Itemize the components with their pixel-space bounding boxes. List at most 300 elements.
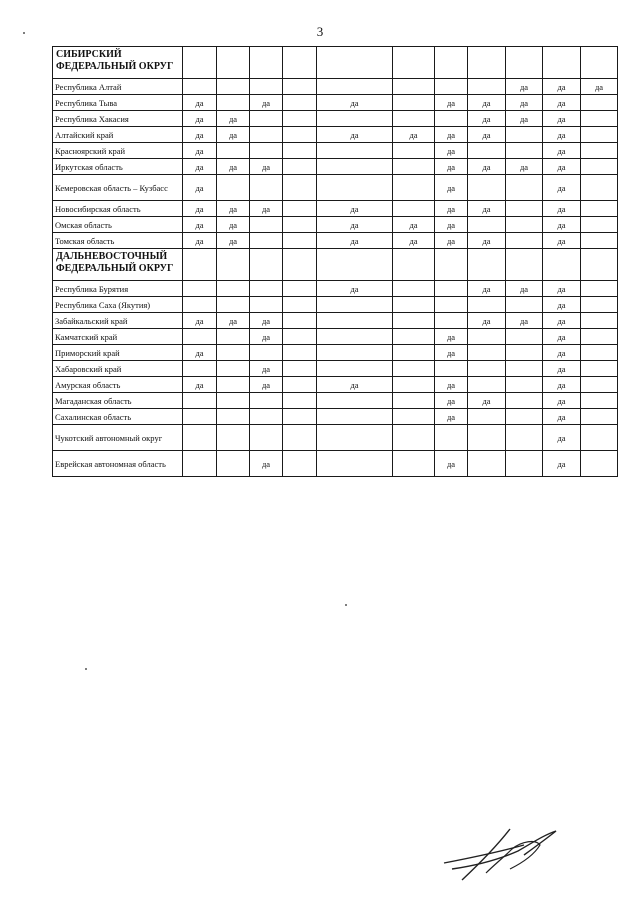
table-row	[53, 361, 618, 377]
mark-cell: да	[543, 409, 581, 425]
mark-cell	[183, 297, 217, 313]
mark-cell: да	[468, 95, 506, 111]
mark-cell	[581, 377, 618, 393]
mark-cell: да	[435, 127, 468, 143]
mark-cell	[506, 233, 543, 249]
table-row	[53, 313, 618, 329]
empty-cell	[393, 249, 435, 281]
empty-cell	[468, 249, 506, 281]
mark-cell	[217, 329, 250, 345]
mark-cell	[317, 143, 393, 159]
mark-cell: да	[506, 281, 543, 297]
mark-cell: да	[435, 329, 468, 345]
mark-cell	[250, 111, 283, 127]
mark-cell	[393, 143, 435, 159]
mark-cell: да	[506, 159, 543, 175]
mark-cell: да	[543, 159, 581, 175]
mark-cell	[250, 127, 283, 143]
mark-cell: да	[543, 143, 581, 159]
table-row	[53, 329, 618, 345]
mark-cell: да	[183, 175, 217, 201]
mark-cell: да	[317, 217, 393, 233]
mark-cell	[393, 345, 435, 361]
mark-cell	[393, 79, 435, 95]
mark-cell: да	[435, 345, 468, 361]
mark-cell	[393, 393, 435, 409]
mark-cell: да	[543, 79, 581, 95]
mark-cell	[250, 79, 283, 95]
mark-cell	[506, 217, 543, 233]
region-name: Омская область	[53, 217, 183, 233]
mark-cell	[393, 451, 435, 477]
mark-cell	[283, 393, 317, 409]
mark-cell	[581, 111, 618, 127]
mark-cell	[283, 201, 317, 217]
empty-cell	[435, 249, 468, 281]
region-name: Иркутская область	[53, 159, 183, 175]
empty-cell	[543, 249, 581, 281]
table-row	[53, 79, 618, 95]
mark-cell: да	[468, 281, 506, 297]
table-row	[53, 159, 618, 175]
mark-cell: да	[183, 111, 217, 127]
mark-cell	[581, 175, 618, 201]
mark-cell	[581, 217, 618, 233]
mark-cell	[468, 377, 506, 393]
table-row	[53, 281, 618, 297]
mark-cell	[283, 127, 317, 143]
mark-cell: да	[317, 201, 393, 217]
region-name: Томская область	[53, 233, 183, 249]
empty-cell	[468, 47, 506, 79]
mark-cell: да	[250, 159, 283, 175]
mark-cell	[393, 409, 435, 425]
mark-cell	[283, 217, 317, 233]
mark-cell	[317, 111, 393, 127]
mark-cell: да	[435, 159, 468, 175]
mark-cell	[468, 425, 506, 451]
mark-cell	[468, 143, 506, 159]
mark-cell: да	[468, 393, 506, 409]
mark-cell	[581, 281, 618, 297]
mark-cell	[468, 345, 506, 361]
mark-cell	[506, 451, 543, 477]
mark-cell	[581, 345, 618, 361]
mark-cell	[581, 425, 618, 451]
mark-cell	[183, 329, 217, 345]
table-row	[53, 111, 618, 127]
mark-cell: да	[435, 95, 468, 111]
empty-cell	[250, 47, 283, 79]
mark-cell: да	[435, 393, 468, 409]
mark-cell	[183, 79, 217, 95]
mark-cell	[393, 111, 435, 127]
mark-cell: да	[250, 95, 283, 111]
mark-cell: да	[468, 127, 506, 143]
table-row	[53, 233, 618, 249]
mark-cell: да	[506, 95, 543, 111]
mark-cell	[217, 175, 250, 201]
mark-cell	[250, 281, 283, 297]
mark-cell: да	[435, 217, 468, 233]
mark-cell: да	[543, 451, 581, 477]
mark-cell: да	[468, 201, 506, 217]
mark-cell: да	[468, 159, 506, 175]
mark-cell: да	[435, 409, 468, 425]
mark-cell	[250, 233, 283, 249]
empty-cell	[283, 249, 317, 281]
mark-cell	[317, 313, 393, 329]
mark-cell	[283, 425, 317, 451]
mark-cell	[283, 281, 317, 297]
mark-cell: да	[543, 329, 581, 345]
table-row	[53, 345, 618, 361]
mark-cell	[283, 175, 317, 201]
mark-cell: да	[250, 313, 283, 329]
mark-cell	[283, 95, 317, 111]
mark-cell	[506, 345, 543, 361]
mark-cell	[468, 79, 506, 95]
mark-cell: да	[581, 79, 618, 95]
mark-cell	[283, 345, 317, 361]
mark-cell: да	[217, 159, 250, 175]
mark-cell	[250, 409, 283, 425]
mark-cell	[317, 409, 393, 425]
mark-cell	[283, 313, 317, 329]
empty-cell	[506, 47, 543, 79]
mark-cell: да	[543, 425, 581, 451]
mark-cell: да	[468, 313, 506, 329]
mark-cell: да	[543, 297, 581, 313]
mark-cell	[581, 201, 618, 217]
mark-cell	[283, 297, 317, 313]
mark-cell	[183, 281, 217, 297]
region-name: Красноярский край	[53, 143, 183, 159]
mark-cell: да	[435, 377, 468, 393]
mark-cell: да	[393, 127, 435, 143]
mark-cell	[317, 79, 393, 95]
table-row	[53, 143, 618, 159]
mark-cell: да	[543, 393, 581, 409]
mark-cell: да	[317, 127, 393, 143]
mark-cell: да	[435, 201, 468, 217]
mark-cell	[250, 297, 283, 313]
mark-cell	[183, 393, 217, 409]
regions-table	[52, 46, 618, 477]
mark-cell	[283, 409, 317, 425]
table-row	[53, 409, 618, 425]
mark-cell	[581, 159, 618, 175]
mark-cell	[581, 143, 618, 159]
mark-cell: да	[543, 127, 581, 143]
mark-cell: да	[183, 127, 217, 143]
mark-cell: да	[506, 313, 543, 329]
mark-cell	[317, 361, 393, 377]
mark-cell	[183, 451, 217, 477]
section-title: СИБИРСКИЙ ФЕДЕРАЛЬНЫЙ ОКРУГ	[53, 47, 183, 79]
mark-cell	[468, 361, 506, 377]
empty-cell	[393, 47, 435, 79]
section-header-row	[53, 249, 618, 281]
mark-cell	[435, 313, 468, 329]
mark-cell: да	[217, 217, 250, 233]
empty-cell	[217, 47, 250, 79]
region-name: Алтайский край	[53, 127, 183, 143]
empty-cell	[581, 249, 618, 281]
mark-cell	[581, 95, 618, 111]
region-name: Амурская область	[53, 377, 183, 393]
mark-cell: да	[468, 233, 506, 249]
mark-cell	[183, 425, 217, 451]
mark-cell: да	[250, 451, 283, 477]
mark-cell	[317, 297, 393, 313]
mark-cell	[435, 79, 468, 95]
mark-cell: да	[317, 281, 393, 297]
mark-cell: да	[183, 217, 217, 233]
scan-speck	[23, 32, 25, 34]
table-row	[53, 127, 618, 143]
mark-cell	[217, 345, 250, 361]
table-row	[53, 95, 618, 111]
mark-cell: да	[543, 111, 581, 127]
mark-cell	[393, 297, 435, 313]
table-row	[53, 201, 618, 217]
mark-cell	[581, 361, 618, 377]
mark-cell: да	[183, 201, 217, 217]
region-name: Республика Хакасия	[53, 111, 183, 127]
mark-cell	[581, 297, 618, 313]
mark-cell: да	[183, 377, 217, 393]
table-row	[53, 425, 618, 451]
region-name: Приморский край	[53, 345, 183, 361]
mark-cell: да	[543, 313, 581, 329]
mark-cell	[283, 159, 317, 175]
empty-cell	[283, 47, 317, 79]
mark-cell: да	[543, 281, 581, 297]
mark-cell	[393, 159, 435, 175]
mark-cell	[581, 329, 618, 345]
mark-cell	[506, 425, 543, 451]
mark-cell	[393, 377, 435, 393]
mark-cell	[468, 329, 506, 345]
table-row	[53, 451, 618, 477]
region-name: Новосибирская область	[53, 201, 183, 217]
mark-cell: да	[183, 233, 217, 249]
mark-cell	[468, 217, 506, 233]
mark-cell	[283, 111, 317, 127]
empty-cell	[506, 249, 543, 281]
mark-cell	[506, 127, 543, 143]
mark-cell	[506, 143, 543, 159]
region-name: Кемеровская область – Кузбасс	[53, 175, 183, 201]
mark-cell	[506, 201, 543, 217]
section-header-row	[53, 47, 618, 79]
mark-cell	[217, 297, 250, 313]
mark-cell: да	[183, 345, 217, 361]
mark-cell	[283, 233, 317, 249]
mark-cell: да	[543, 345, 581, 361]
mark-cell	[581, 393, 618, 409]
mark-cell	[250, 345, 283, 361]
mark-cell	[317, 345, 393, 361]
mark-cell: да	[183, 143, 217, 159]
mark-cell	[581, 409, 618, 425]
mark-cell: да	[435, 451, 468, 477]
mark-cell	[393, 425, 435, 451]
mark-cell	[317, 451, 393, 477]
mark-cell	[317, 329, 393, 345]
empty-cell	[543, 47, 581, 79]
mark-cell: да	[435, 175, 468, 201]
mark-cell	[283, 329, 317, 345]
mark-cell	[506, 297, 543, 313]
mark-cell	[250, 217, 283, 233]
mark-cell	[506, 393, 543, 409]
mark-cell: да	[317, 377, 393, 393]
mark-cell: да	[217, 313, 250, 329]
mark-cell	[217, 425, 250, 451]
mark-cell: да	[250, 201, 283, 217]
mark-cell	[581, 451, 618, 477]
mark-cell	[217, 79, 250, 95]
table-row	[53, 217, 618, 233]
mark-cell: да	[506, 111, 543, 127]
region-name: Хабаровский край	[53, 361, 183, 377]
mark-cell	[317, 393, 393, 409]
region-name: Республика Алтай	[53, 79, 183, 95]
mark-cell	[283, 377, 317, 393]
region-name: Республика Саха (Якутия)	[53, 297, 183, 313]
mark-cell	[250, 143, 283, 159]
table-row	[53, 175, 618, 201]
mark-cell	[506, 409, 543, 425]
mark-cell: да	[543, 217, 581, 233]
section-title: ДАЛЬНЕВОСТОЧНЫЙ ФЕДЕРАЛЬНЫЙ ОКРУГ	[53, 249, 183, 281]
region-name: Еврейская автономная область	[53, 451, 183, 477]
mark-cell: да	[217, 201, 250, 217]
mark-cell	[435, 281, 468, 297]
empty-cell	[183, 47, 217, 79]
mark-cell	[506, 329, 543, 345]
empty-cell	[183, 249, 217, 281]
mark-cell	[468, 175, 506, 201]
mark-cell	[183, 409, 217, 425]
mark-cell: да	[217, 233, 250, 249]
region-name: Камчатский край	[53, 329, 183, 345]
empty-cell	[435, 47, 468, 79]
mark-cell	[283, 79, 317, 95]
mark-cell: да	[250, 361, 283, 377]
mark-cell: да	[317, 233, 393, 249]
mark-cell: да	[435, 143, 468, 159]
mark-cell	[217, 393, 250, 409]
mark-cell	[317, 175, 393, 201]
mark-cell	[393, 201, 435, 217]
mark-cell	[393, 313, 435, 329]
region-name: Республика Бурятия	[53, 281, 183, 297]
mark-cell	[217, 95, 250, 111]
mark-cell	[435, 425, 468, 451]
mark-cell	[250, 175, 283, 201]
region-name: Магаданская область	[53, 393, 183, 409]
mark-cell	[468, 451, 506, 477]
mark-cell	[435, 111, 468, 127]
empty-cell	[581, 47, 618, 79]
mark-cell: да	[217, 127, 250, 143]
mark-cell	[217, 361, 250, 377]
empty-cell	[217, 249, 250, 281]
mark-cell: да	[217, 111, 250, 127]
region-name: Сахалинская область	[53, 409, 183, 425]
mark-cell	[217, 409, 250, 425]
mark-cell	[393, 95, 435, 111]
mark-cell: да	[543, 201, 581, 217]
region-name: Чукотский автономный округ	[53, 425, 183, 451]
mark-cell	[435, 361, 468, 377]
mark-cell: да	[543, 361, 581, 377]
empty-cell	[250, 249, 283, 281]
table-row	[53, 377, 618, 393]
mark-cell: да	[393, 217, 435, 233]
mark-cell: да	[543, 175, 581, 201]
mark-cell	[581, 313, 618, 329]
mark-cell: да	[317, 95, 393, 111]
mark-cell	[581, 233, 618, 249]
empty-cell	[317, 249, 393, 281]
mark-cell	[393, 281, 435, 297]
mark-cell	[506, 377, 543, 393]
mark-cell: да	[183, 159, 217, 175]
region-name: Забайкальский край	[53, 313, 183, 329]
mark-cell	[250, 425, 283, 451]
mark-cell	[283, 143, 317, 159]
mark-cell	[217, 281, 250, 297]
mark-cell	[393, 361, 435, 377]
mark-cell: да	[250, 377, 283, 393]
mark-cell	[506, 361, 543, 377]
mark-cell	[283, 451, 317, 477]
mark-cell: да	[543, 377, 581, 393]
mark-cell: да	[183, 95, 217, 111]
mark-cell: да	[468, 111, 506, 127]
mark-cell	[317, 159, 393, 175]
mark-cell	[393, 175, 435, 201]
empty-cell	[317, 47, 393, 79]
mark-cell	[393, 329, 435, 345]
signature	[440, 825, 560, 885]
region-name: Республика Тыва	[53, 95, 183, 111]
mark-cell	[581, 127, 618, 143]
mark-cell	[468, 409, 506, 425]
page-number: 3	[316, 24, 324, 39]
mark-cell	[468, 297, 506, 313]
mark-cell	[283, 361, 317, 377]
mark-cell: да	[250, 329, 283, 345]
scan-speck	[345, 604, 347, 606]
table-row	[53, 297, 618, 313]
mark-cell: да	[506, 79, 543, 95]
mark-cell: да	[543, 233, 581, 249]
mark-cell	[217, 377, 250, 393]
mark-cell: да	[435, 233, 468, 249]
mark-cell	[506, 175, 543, 201]
mark-cell	[250, 393, 283, 409]
mark-cell	[317, 425, 393, 451]
mark-cell: да	[183, 313, 217, 329]
mark-cell	[217, 451, 250, 477]
mark-cell	[435, 297, 468, 313]
table-row	[53, 393, 618, 409]
